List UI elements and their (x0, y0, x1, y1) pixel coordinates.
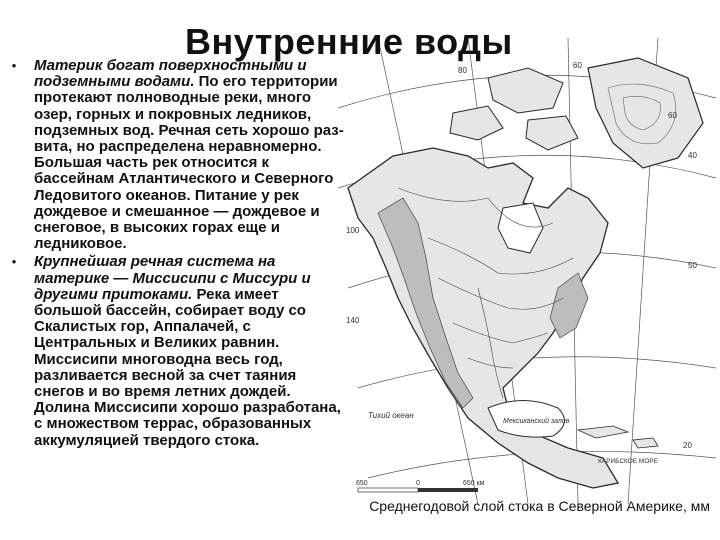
lon-label: 40 (688, 151, 697, 160)
lat-label: 100 (346, 226, 360, 235)
lat-label: 50 (688, 261, 697, 270)
ocean-label: Тихий океан (368, 411, 414, 420)
bullet-lead-1: Материк богат поверхностными и подземными водами. (34, 57, 307, 91)
bullet-rest-1: По его территории протекают полноводные реки, много озер, горных и покровных ледников, подземных вод. Речная сеть хорошо раз-вита, но распределена неравномерно. Большая часть рек относится к бассейнам Атлантического и Северного Ледовитого океанов. Питание у рек дождевое и смешанное — дождевое и снеговое, в высоких горах еще и ледниковое. (34, 73, 344, 253)
caribbean-island (633, 438, 658, 448)
map-caption: Среднегодовой слой стока в Северной Америке, мм (369, 498, 710, 514)
scale-bar-left (358, 488, 418, 492)
bullet-lead-2: Крупнейшая речная система на материке — Миссисипи с Миссури и другими притоками. (34, 253, 311, 303)
lat-label: 60 (668, 111, 677, 120)
lat-label: 140 (346, 316, 360, 325)
scale-label: 0 (416, 480, 420, 487)
lat-label: 20 (683, 441, 692, 450)
text-column (8, 58, 348, 449)
bullet-paragraph-2 (34, 254, 348, 448)
gulf-label: Мексиканский залив (503, 418, 570, 425)
slide-title: Внутренние воды (185, 21, 513, 62)
lon-label: 60 (573, 61, 582, 70)
scale-bar-right (418, 488, 478, 492)
scale-label: 650 (356, 480, 368, 487)
bullet-marker: • (11, 254, 17, 270)
scale-label: 650 км (463, 480, 485, 487)
bullet-rest-2: Река имеет большой бассейн, собирает воду со Скалистых гор, Аппалачей, с Центральных и Великих равнин. Миссисипи многоводна весь год, разливается весной за счет таяния снегов и во время летних дождей. Долина Миссисипи хорошо разработана, с множеством террас, образованных аккумуляцией твердого стока. (34, 285, 341, 449)
bullet-item-1 (8, 58, 348, 252)
caribbean-label: КАРИБСКОЕ МОРЕ (598, 458, 659, 465)
bullet-paragraph-1 (34, 58, 348, 252)
map-svg (338, 38, 716, 504)
bullet-marker: • (11, 58, 17, 73)
bullet-item-2 (8, 254, 348, 448)
lat-label: 80 (458, 66, 467, 75)
runoff-map (338, 38, 716, 504)
